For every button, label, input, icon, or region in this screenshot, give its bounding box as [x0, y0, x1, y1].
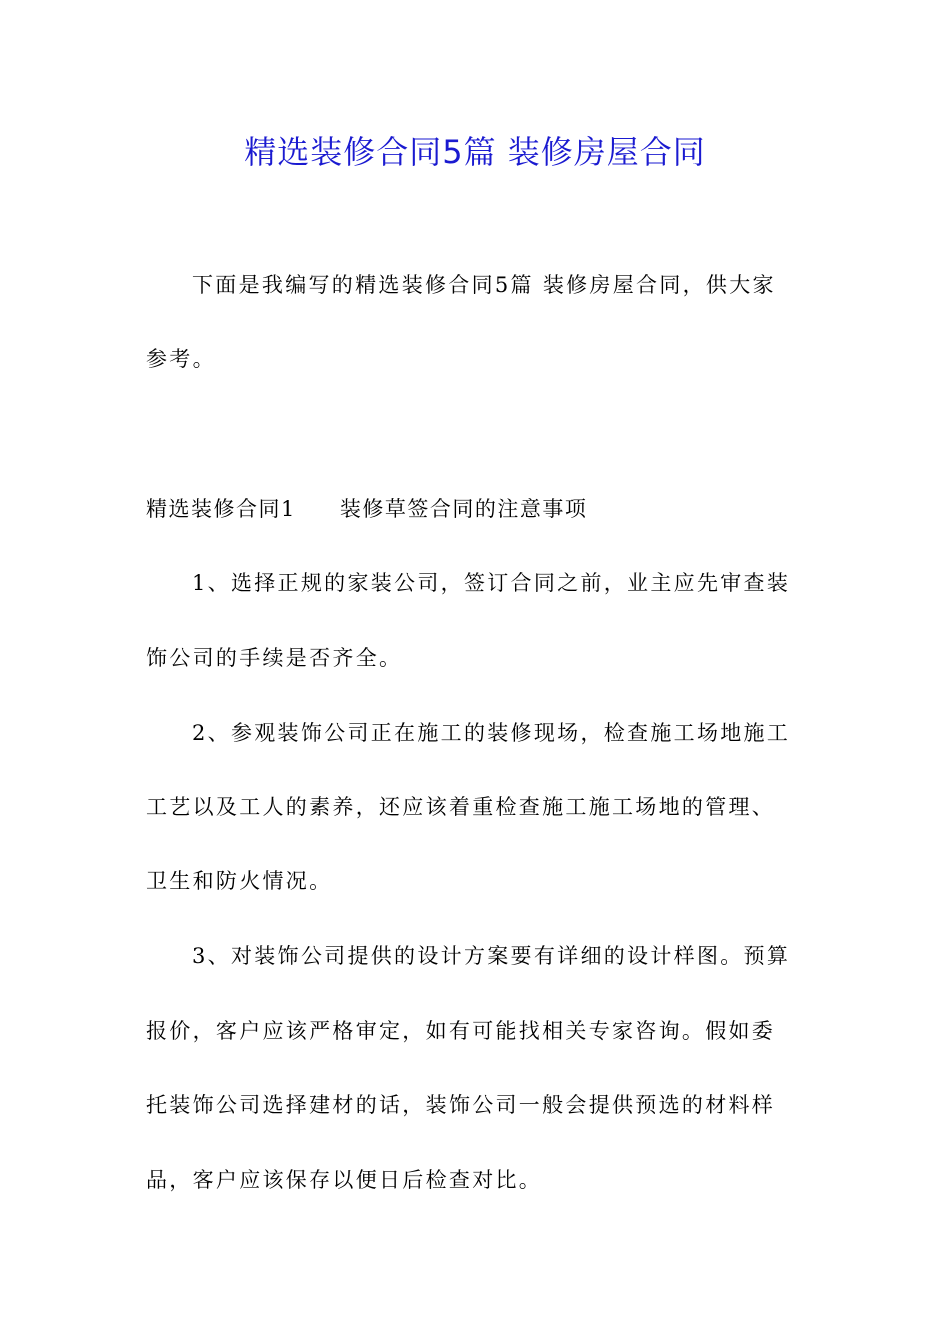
item-2-line-3: 卫生和防火情况。 [146, 869, 333, 893]
intro-line-2: 参考。 [146, 347, 216, 371]
item-1-line-2: 饰公司的手续是否齐全。 [146, 646, 403, 670]
document-title: 精选装修合同5篇 装修房屋合同 [244, 133, 706, 171]
item-3-line-3: 托装饰公司选择建材的话，装饰公司一般会提供预选的材料样 [146, 1093, 776, 1117]
item-3-line-1: 3、对装饰公司提供的设计方案要有详细的设计样图。预算 [192, 944, 791, 968]
section-title: 装修草签合同的注意事项 [339, 497, 588, 521]
item-3-line-4: 品，客户应该保存以便日后检查对比。 [146, 1168, 543, 1192]
item-2-line-1: 2、参观装饰公司正在施工的装修现场，检查施工场地施工 [192, 721, 791, 745]
section-heading [146, 494, 816, 524]
item-1-line-1: 1、选择正规的家装公司，签订合同之前，业主应先审查装 [192, 571, 791, 595]
section-label: 精选装修合同1 [146, 497, 296, 521]
item-3-line-2: 报价，客户应该严格审定，如有可能找相关专家咨询。假如委 [146, 1019, 776, 1043]
item-2-line-2: 工艺以及工人的素养，还应该着重检查施工施工场地的管理、 [146, 795, 776, 819]
intro-line-1: 下面是我编写的精选装修合同5篇 装修房屋合同，供大家 [192, 273, 776, 297]
